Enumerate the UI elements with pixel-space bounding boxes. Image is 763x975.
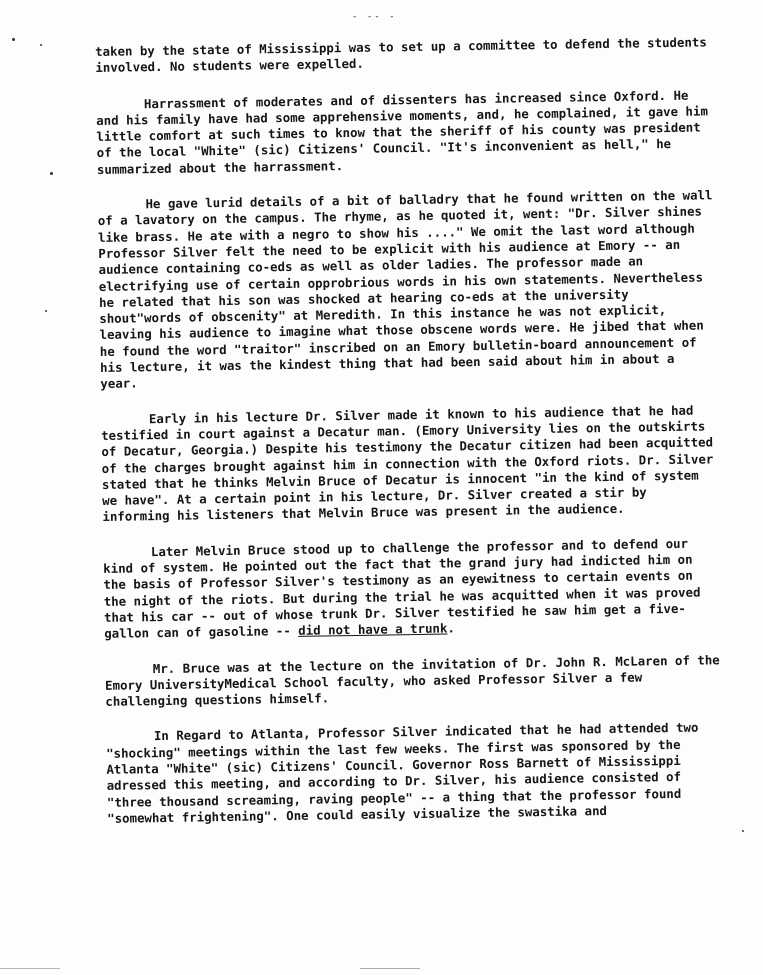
paragraph-text: . bbox=[447, 620, 455, 636]
paragraph: He gave lurid details of a bit of balladry that he found written on the wall of a lavatory on the campus. The rhyme, as he quoted it, went: "Dr. Silver shines like brass. He ate with a negro to show his ...." We omit the last word although Professor Silver felt the need to be explicit with his audience at Emory -- an audience containing co-eds as well as older ladies. The professor made an electrifying use of certain opprobrious words in his own statements. Nevertheless he related that his son was shocked at hearing co-eds at the university shout"words of obscenity" at Meredith. In this instance he was not explicit, leaving his audience to imagine what those obscene words were. He jibed that when he found the word "traitor" inscribed on an Emory bulletin-board announcement of his lecture, it was the kindest thing that had been said about him in about a year. bbox=[97, 187, 713, 392]
margin-speck bbox=[45, 310, 47, 312]
paragraph bbox=[103, 535, 722, 642]
margin-speck bbox=[40, 44, 42, 46]
paragraph: Mr. Bruce was at the lecture on the invitation of Dr. John R. McLaren of the Emory UniversityMedical School faculty, who asked Professor Silver a few challenging questions himself. bbox=[104, 651, 720, 710]
margin-speck bbox=[50, 172, 53, 175]
page-top-mark: - -- - bbox=[352, 12, 397, 22]
margin-speck bbox=[12, 38, 15, 41]
paragraph: Harrassment of moderates and of dissenters has increased since Oxford. He and his family have had some apprehensive moments, and, he complained, it gave him little comfort at such times to know that the sheriff of his county was president of the local "White" (sic) Citizens' Council. "It's inconvenient as hell," he summarized about the harrassment. bbox=[96, 87, 708, 177]
scan-bottom-edge bbox=[0, 968, 763, 969]
underlined-phrase: did not have a trunk bbox=[298, 620, 448, 639]
paragraph: taken by the state of Mississippi was to set up a committee to defend the students involved. No students were expelled. bbox=[95, 34, 707, 76]
paragraph-text: Later Melvin Bruce stood up to challenge the professor and to defend our kind of system. He pointed out the fact that the grand jury had indicted him on the basis of Professor Silver's testimony as an eyewitness to certain events on the night of the riots. But during the trial he was acquitted when it was proved that his car -- out of whose trunk Dr. Silver testified he saw him get a five-gallon can of gasoline -- bbox=[103, 535, 701, 642]
margin-speck bbox=[742, 830, 744, 832]
paragraph: In Regard to Atlanta, Professor Silver indicated that he had attended two "shocking" meetings within the last few weeks. The first was sponsored by the Atlanta "White" (sic) Citizens' Council. Governor Ross Barnett of Mississippi adressed this meeting, and according to Dr. Silver, his audience consisted of "three thousand screaming, raving people" -- a thing that the professor found "somewhat frightening". One could easily visualize the swastika and bbox=[106, 719, 699, 826]
document-body bbox=[95, 34, 726, 846]
paragraph: Early in his lecture Dr. Silver made it known to his audience that he had testified in court against a Decatur man. (Emory University lies on the outskirts of Decatur, Georgia.) Despite his testimony the Decatur citizen had been acquitted of the charges brought against him in connection with the Oxford riots. Dr. Silver stated that he thinks Melvin Bruce of Decatur is innocent "in the kind of system we have". At a certain point in his lecture, Dr. Silver created a stir by informing his listeners that Melvin Bruce was present in the audience. bbox=[101, 402, 714, 525]
